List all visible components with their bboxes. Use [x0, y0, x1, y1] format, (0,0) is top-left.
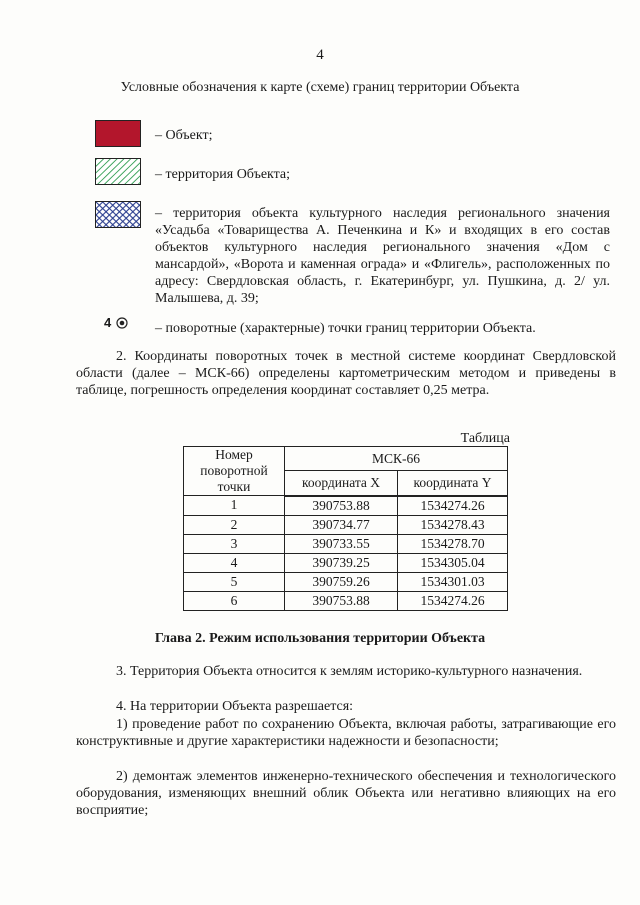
coordinates-paragraph: 2. Координаты поворотных точек в местной системе координат Свердловской области (далее – МСК-66) определены картометрическим методом и приведены в таблице, погрешность определения координат составляет 0,25 метра. — [76, 349, 616, 398]
cell-x: 390734.77 — [285, 515, 398, 534]
header-coordinate-system: МСК-66 — [285, 447, 508, 471]
table-row — [184, 591, 508, 610]
point-number: 4 — [104, 315, 112, 330]
cell-x: 390733.55 — [285, 534, 398, 553]
cell-y: 1534278.43 — [398, 515, 508, 534]
chapter-title: Глава 2. Режим использования территории Объекта — [154, 631, 486, 646]
cell-y: 1534301.03 — [398, 572, 508, 591]
header-y: координата Y — [398, 471, 508, 496]
heritage-swatch — [95, 201, 141, 228]
legend-item-territory: – территория Объекта; — [155, 167, 291, 182]
table-row — [184, 553, 508, 572]
table-row — [184, 515, 508, 534]
table-row — [184, 534, 508, 553]
cell-point: 5 — [184, 572, 285, 591]
turning-point-symbol — [104, 315, 128, 330]
header-x: координата X — [285, 471, 398, 496]
cell-point: 1 — [184, 496, 285, 516]
cell-x: 390753.88 — [285, 591, 398, 610]
territory-swatch — [95, 158, 141, 185]
cell-point: 3 — [184, 534, 285, 553]
legend-item-object: – Объект; — [155, 128, 213, 143]
page-number: 4 — [316, 47, 324, 63]
table-row — [184, 496, 508, 516]
cell-y: 1534305.04 — [398, 553, 508, 572]
cell-x: 390759.26 — [285, 572, 398, 591]
object-swatch — [95, 120, 141, 147]
cell-y: 1534274.26 — [398, 496, 508, 516]
legend-item-heritage: – территория объекта культурного наследия регионального значения «Усадьба «Товарищества А. Печенкина и К» и входящих в его состав объектов культурного наследия регионального значения «Дом с мансардой», «Ворота и каменная ограда» и «Флигель», расположенных по адресу: Свердловская область, г. Екатеринбург, ул. Пушкина, д. 2/ ул. Малышева, д. 39; — [155, 206, 610, 306]
cell-point: 6 — [184, 591, 285, 610]
coordinates-table — [183, 446, 508, 611]
cell-x: 390753.88 — [285, 496, 398, 516]
list-item-2: 2) демонтаж элементов инженерно-технического обеспечения и технологического оборудования, изменяющих внешний облик Объекта или негативно влияющих на его восприятие; — [76, 769, 616, 818]
cell-x: 390739.25 — [285, 553, 398, 572]
paragraph-3: 3. Территория Объекта относится к землям историко-культурного назначения. — [116, 664, 583, 679]
table-label: Таблица — [460, 431, 510, 446]
paragraph-4: 4. На территории Объекта разрешается: — [116, 699, 354, 714]
cell-point: 2 — [184, 515, 285, 534]
cell-y: 1534274.26 — [398, 591, 508, 610]
cell-y: 1534278.70 — [398, 534, 508, 553]
legend-item-points: – поворотные (характерные) точки границ территории Объекта. — [155, 321, 536, 336]
point-marker-icon — [116, 317, 128, 329]
cell-point: 4 — [184, 553, 285, 572]
legend-title: Условные обозначения к карте (схеме) границ территории Объекта — [120, 80, 520, 95]
list-item-1: 1) проведение работ по сохранению Объекта, включая работы, затрагивающие его конструктивные и другие характеристики надежности и безопасности; — [76, 717, 616, 749]
header-point-number: Номер поворотной точки — [184, 447, 285, 496]
table-row — [184, 572, 508, 591]
